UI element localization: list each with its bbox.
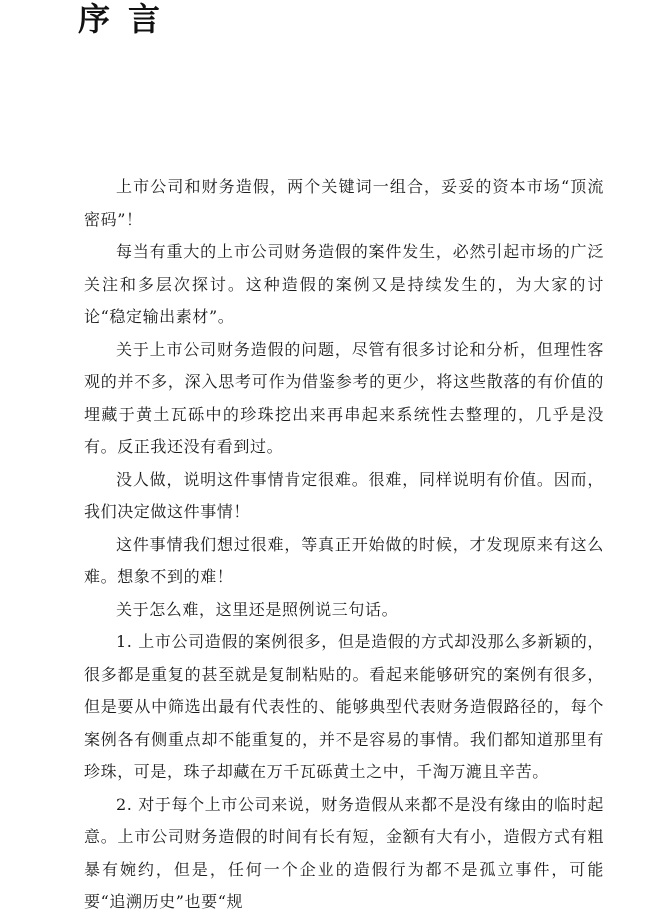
- paragraph-5: 这件事情我们想过很难，等真正开始做的时候，才发现原来有这么难。想象不到的难！: [84, 534, 604, 586]
- paragraph-8: 2. 对于每个上市公司来说，财务造假从来都不是没有缘由的临时起意。上市公司财务造假的时间有长有短，金额有大有小，造假方式有粗暴有婉约，但是，任何一个企业的造假行为都不是孤立事件，可能要“追溯历史”也要“规: [84, 794, 604, 911]
- paragraph-1: 上市公司和财务造假，两个关键词一组合，妥妥的资本市场“顶流密码”！: [84, 177, 604, 229]
- paragraph-2: 每当有重大的上市公司财务造假的案件发生，必然引起市场的广泛关注和多层次探讨。这种造假的案例又是持续发生的，为大家的讨论“稳定输出素材”。: [84, 242, 604, 326]
- preface-body: [84, 171, 604, 919]
- paragraph-6: 关于怎么难，这里还是照例说三句话。: [116, 599, 399, 619]
- paragraph-3: 关于上市公司财务造假的问题，尽管有很多讨论和分析，但理性客观的并不多，深入思考可作为借鉴参考的更少，将这些散落的有价值的埋藏于黄土瓦砾中的珍珠挖出来再串起来系统性去整理的，几乎是没有。反正我还没有看到过。: [84, 339, 604, 456]
- page-title: 序言: [78, 0, 179, 38]
- paragraph-7: 1. 上市公司造假的案例很多，但是造假的方式却没那么多新颖的，很多都是重复的甚至就是复制粘贴的。看起来能够研究的案例有很多，但是要从中筛选出最有代表性的、能够典型代表财务造假路径的，每个案例各有侧重点却不能重复的，并不是容易的事情。我们都知道那里有珍珠，可是，珠子却藏在万千瓦砾黄土之中，千淘万漉且辛苦。: [84, 632, 604, 781]
- paragraph-4: 没人做，说明这件事情肯定很难。很难，同样说明有价值。因而，我们决定做这件事情！: [84, 469, 604, 521]
